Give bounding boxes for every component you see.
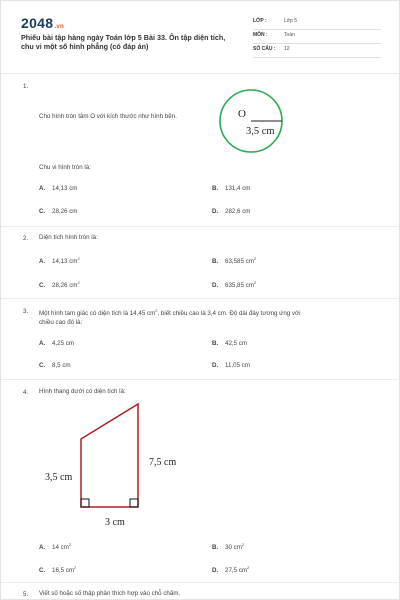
option-letter: B. (212, 258, 219, 265)
meta-count-value: 12 (284, 46, 290, 52)
header-divider (1, 73, 400, 74)
option-letter: B. (212, 185, 219, 192)
option-letter: A. (39, 544, 46, 551)
option-text: 131,4 cm (225, 185, 251, 192)
meta-subject-key: MÔN : (253, 32, 268, 38)
option-letter: D. (212, 208, 219, 215)
option-text: 14,13 cm (52, 258, 78, 265)
option-letter: A. (39, 258, 46, 265)
q1-intro: Cho hình tròn tâm O với kích thước như hình bên. (39, 113, 177, 120)
q1-circle-figure (213, 89, 297, 159)
option-letter: A. (39, 185, 46, 192)
q3-question (39, 306, 389, 319)
option-text: 63,585 cm (225, 258, 254, 265)
option-text: 635,85 cm (225, 282, 254, 289)
q3-question-part1: Một hình tam giác có diện tích là 14,45 cm (39, 310, 156, 317)
q4-option-c[interactable] (39, 565, 76, 574)
right-angle-right (130, 499, 138, 507)
q4-question: Hình thang dưới có diện tích là: (39, 388, 126, 395)
option-letter: D. (212, 362, 219, 369)
q3-question-sup: 2 (155, 308, 158, 313)
option-text: 27,5 cm (225, 567, 248, 574)
meta-subject-value: Toán (284, 32, 295, 38)
meta-count-key: SỐ CÂU : (253, 46, 276, 52)
q2-number: 2. (23, 235, 29, 242)
q1-option-b[interactable] (212, 185, 250, 192)
q3-option-b[interactable] (212, 340, 247, 347)
q1-question: Chu vi hình tròn là: (39, 164, 91, 171)
option-sup: 2 (247, 565, 250, 570)
q1-option-c[interactable] (39, 208, 77, 215)
q2-option-d[interactable] (212, 280, 256, 289)
q3-option-c[interactable] (39, 362, 71, 369)
option-letter: B. (212, 544, 219, 551)
worksheet-meta (253, 16, 381, 58)
q3-number: 3. (23, 308, 29, 315)
option-text: 4,25 cm (52, 340, 75, 347)
q3-option-a[interactable] (39, 340, 74, 347)
option-letter: C. (39, 567, 46, 574)
q1-option-d[interactable] (212, 208, 250, 215)
option-letter: A. (39, 340, 46, 347)
circle-radius-label: 3,5 cm (246, 126, 275, 137)
meta-class-row (253, 16, 381, 30)
meta-class-key: LỚP : (253, 18, 267, 24)
option-letter: D. (212, 282, 219, 289)
worksheet-title: Phiếu bài tập hàng ngày Toán lớp 5 Bài 33. Ôn tập diện tích, chu vi một số hình phẳng (có đáp án) (21, 33, 226, 51)
q3-option-d[interactable] (212, 362, 250, 369)
meta-count-row (253, 44, 381, 58)
option-text: 14,13 cm (52, 185, 78, 192)
q4-option-d[interactable] (212, 565, 249, 574)
trapezoid-bottom-label: 3 cm (105, 517, 125, 528)
option-text: 8,5 cm (52, 362, 71, 369)
q2-question: Diện tích hình tròn là: (39, 234, 98, 241)
option-sup: 2 (77, 256, 80, 261)
trapezoid-right-label: 7,5 cm (149, 457, 177, 468)
q1-option-a[interactable] (39, 185, 77, 192)
meta-class-value: Lớp 5 (284, 18, 298, 24)
q1-number: 1. (23, 83, 29, 90)
trapezoid-left-label: 3,5 cm (45, 472, 73, 483)
trapezoid-outline (81, 404, 138, 507)
option-letter: C. (39, 362, 46, 369)
option-text: 282,6 cm (225, 208, 251, 215)
option-letter: C. (39, 282, 46, 289)
q4-divider (1, 582, 400, 583)
q2-divider (1, 298, 400, 299)
option-sup: 2 (253, 280, 257, 285)
meta-subject-row (253, 30, 381, 44)
q3-question-part2: , biết chiều cao là 3,4 cm. Độ dài đáy tương ứng với (157, 310, 301, 317)
q2-option-a[interactable] (39, 256, 80, 265)
option-text: 30 cm (225, 544, 242, 551)
q2-option-c[interactable] (39, 280, 80, 289)
option-letter: C. (39, 208, 46, 215)
option-sup: 2 (74, 565, 77, 570)
option-text: 42,5 cm (225, 340, 248, 347)
q3-question-line2: chiều cao đó là: (39, 319, 83, 326)
q4-number: 4. (23, 389, 29, 396)
q5-number: 5. (23, 591, 29, 598)
option-text: 28,26 cm (52, 282, 78, 289)
option-text: 16,5 cm (52, 567, 75, 574)
circle-center-label: O (238, 108, 246, 120)
q4-trapezoid-figure (41, 399, 201, 531)
worksheet-header (1, 1, 400, 71)
option-text: 11,05 cm (225, 362, 250, 369)
q4-option-b[interactable] (212, 542, 244, 551)
option-letter: B. (212, 340, 219, 347)
q3-divider (1, 379, 400, 380)
option-letter: D. (212, 567, 219, 574)
option-sup: 2 (77, 280, 80, 285)
site-logo[interactable] (21, 15, 64, 31)
q1-divider (1, 226, 400, 227)
logo-suffix: .vn (54, 24, 64, 30)
option-sup: 2 (241, 542, 245, 547)
right-angle-left (81, 499, 89, 507)
option-sup: 2 (253, 256, 257, 261)
logo-text: 2048 (21, 15, 54, 31)
option-text: 28,26 cm (52, 208, 78, 215)
q5-question: Viết số hoặc số thập phân thích hợp vào chỗ chấm. (39, 590, 181, 597)
q4-option-a[interactable] (39, 542, 71, 551)
option-sup: 2 (68, 542, 72, 547)
q2-option-b[interactable] (212, 256, 256, 265)
option-text: 14 cm (52, 544, 69, 551)
